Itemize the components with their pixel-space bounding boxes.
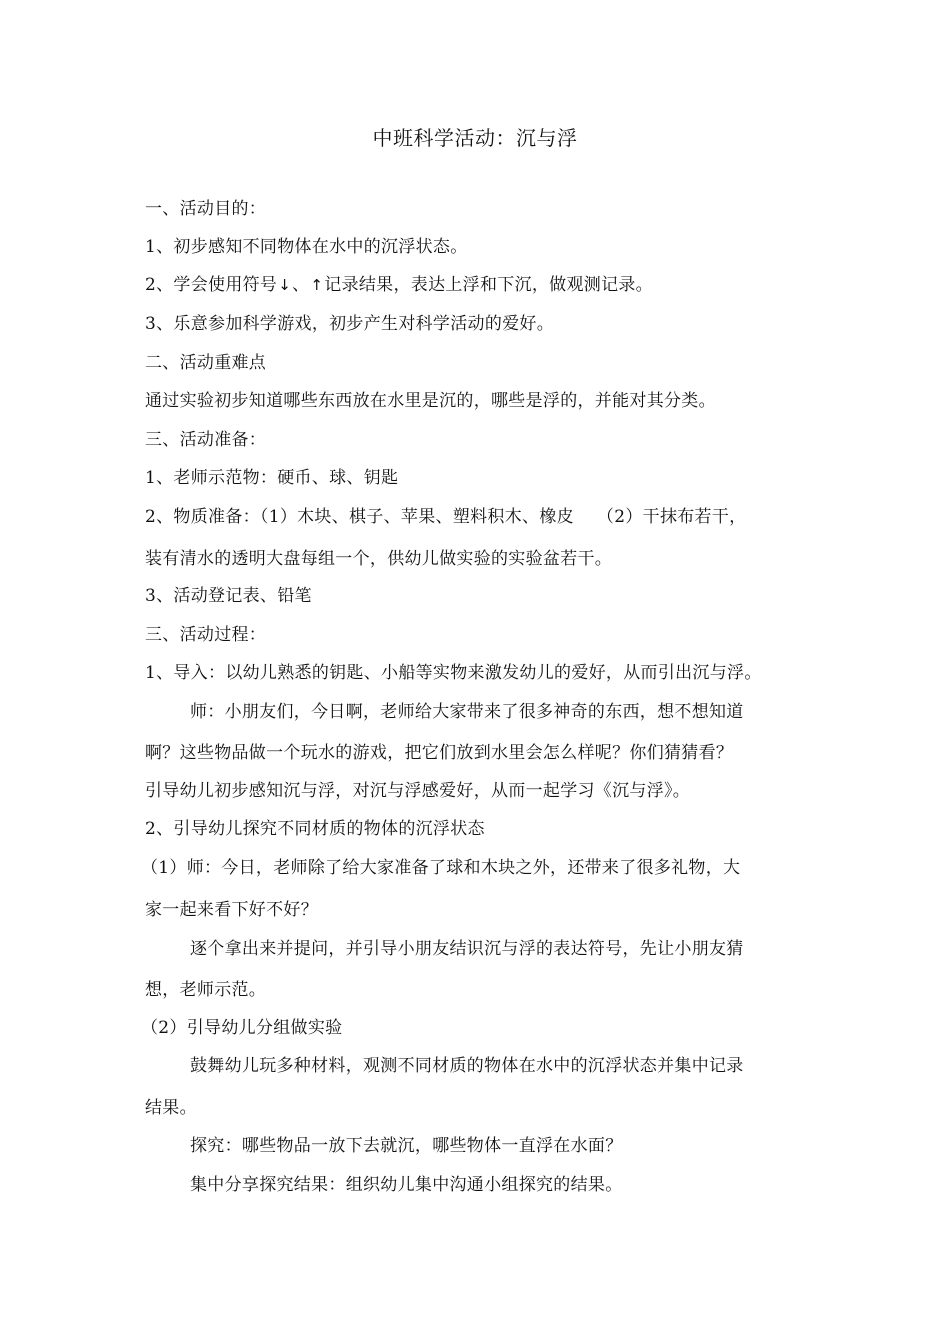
down-arrow-icon: ↓ xyxy=(278,276,292,294)
experiment-text-continued: 结果。 xyxy=(145,1098,197,1118)
teacher-dialogue-continued: 啊？这些物品做一个玩水的游戏，把它们放到水里会怎么样呢？你们猜猜看？ xyxy=(145,743,734,763)
goal-item-2-separator: 、 xyxy=(292,275,310,295)
section-heading-goals: 一、活动目的： xyxy=(145,199,267,219)
experiment-text: 鼓舞幼儿玩多种材料，观测不同材质的物体在水中的沉浮状态并集中记录 xyxy=(190,1056,744,1076)
goal-item-1: 1、初步感知不同物体在水中的沉浮状态。 xyxy=(145,237,468,257)
process-step-2-sub-1-continued: 家一起来看下好不好？ xyxy=(145,900,318,920)
sharing-results-text: 集中分享探究结果：组织幼儿集中沟通小组探究的结果。 xyxy=(190,1175,623,1195)
preparation-item-2: 2、物质准备：（1）木块、棋子、苹果、塑料积木、橡皮 （2）干抹布若干， xyxy=(145,507,747,527)
process-step-1-summary: 引导幼儿初步感知沉与浮，对沉与浮感爱好，从而一起学习《沉与浮》。 xyxy=(145,781,691,801)
goal-item-2-suffix: 记录结果，表达上浮和下沉，做观测记录。 xyxy=(324,275,653,295)
section-heading-preparation: 三、活动准备： xyxy=(145,430,267,450)
process-step-1: 1、导入：以幼儿熟悉的钥匙、小船等实物来激发幼儿的爱好，从而引出沉与浮。 xyxy=(145,663,762,683)
preparation-item-1: 1、老师示范物：硬币、球、钥匙 xyxy=(145,468,399,488)
teacher-dialogue: 师：小朋友们，今日啊，老师给大家带来了很多神奇的东西，想不想知道 xyxy=(190,702,744,722)
preparation-item-2-continued: 装有清水的透明大盘每组一个，供幼儿做实验的实验盆若干。 xyxy=(145,549,613,569)
show-and-ask-continued: 想，老师示范。 xyxy=(145,980,267,1000)
preparation-item-3: 3、活动登记表、铅笔 xyxy=(145,586,312,606)
section-heading-key-points: 二、活动重难点 xyxy=(145,353,267,373)
document-title: 中班科学活动：沉与浮 xyxy=(372,126,578,150)
section-heading-process: 三、活动过程： xyxy=(145,625,267,645)
process-step-2-sub-2: （2）引导幼儿分组做实验 xyxy=(141,1018,343,1038)
exploration-question: 探究：哪些物品一放下去就沉，哪些物体一直浮在水面？ xyxy=(190,1136,623,1156)
goal-item-2-prefix: 2、学会使用符号 xyxy=(145,275,278,295)
show-and-ask-text: 逐个拿出来并提问，并引导小朋友结识沉与浮的表达符号，先让小朋友猜 xyxy=(190,939,744,959)
up-arrow-icon: ↑ xyxy=(310,276,324,294)
goal-item-2 xyxy=(145,273,653,297)
process-step-2-sub-1: （1）师：今日，老师除了给大家准备了球和木块之外，还带来了很多礼物，大 xyxy=(141,858,741,878)
process-step-2: 2、引导幼儿探究不同材质的物体的沉浮状态 xyxy=(145,819,485,839)
key-points-text: 通过实验初步知道哪些东西放在水里是沉的，哪些是浮的，并能对其分类。 xyxy=(145,391,716,411)
goal-item-3: 3、乐意参加科学游戏，初步产生对科学活动的爱好。 xyxy=(145,314,555,334)
